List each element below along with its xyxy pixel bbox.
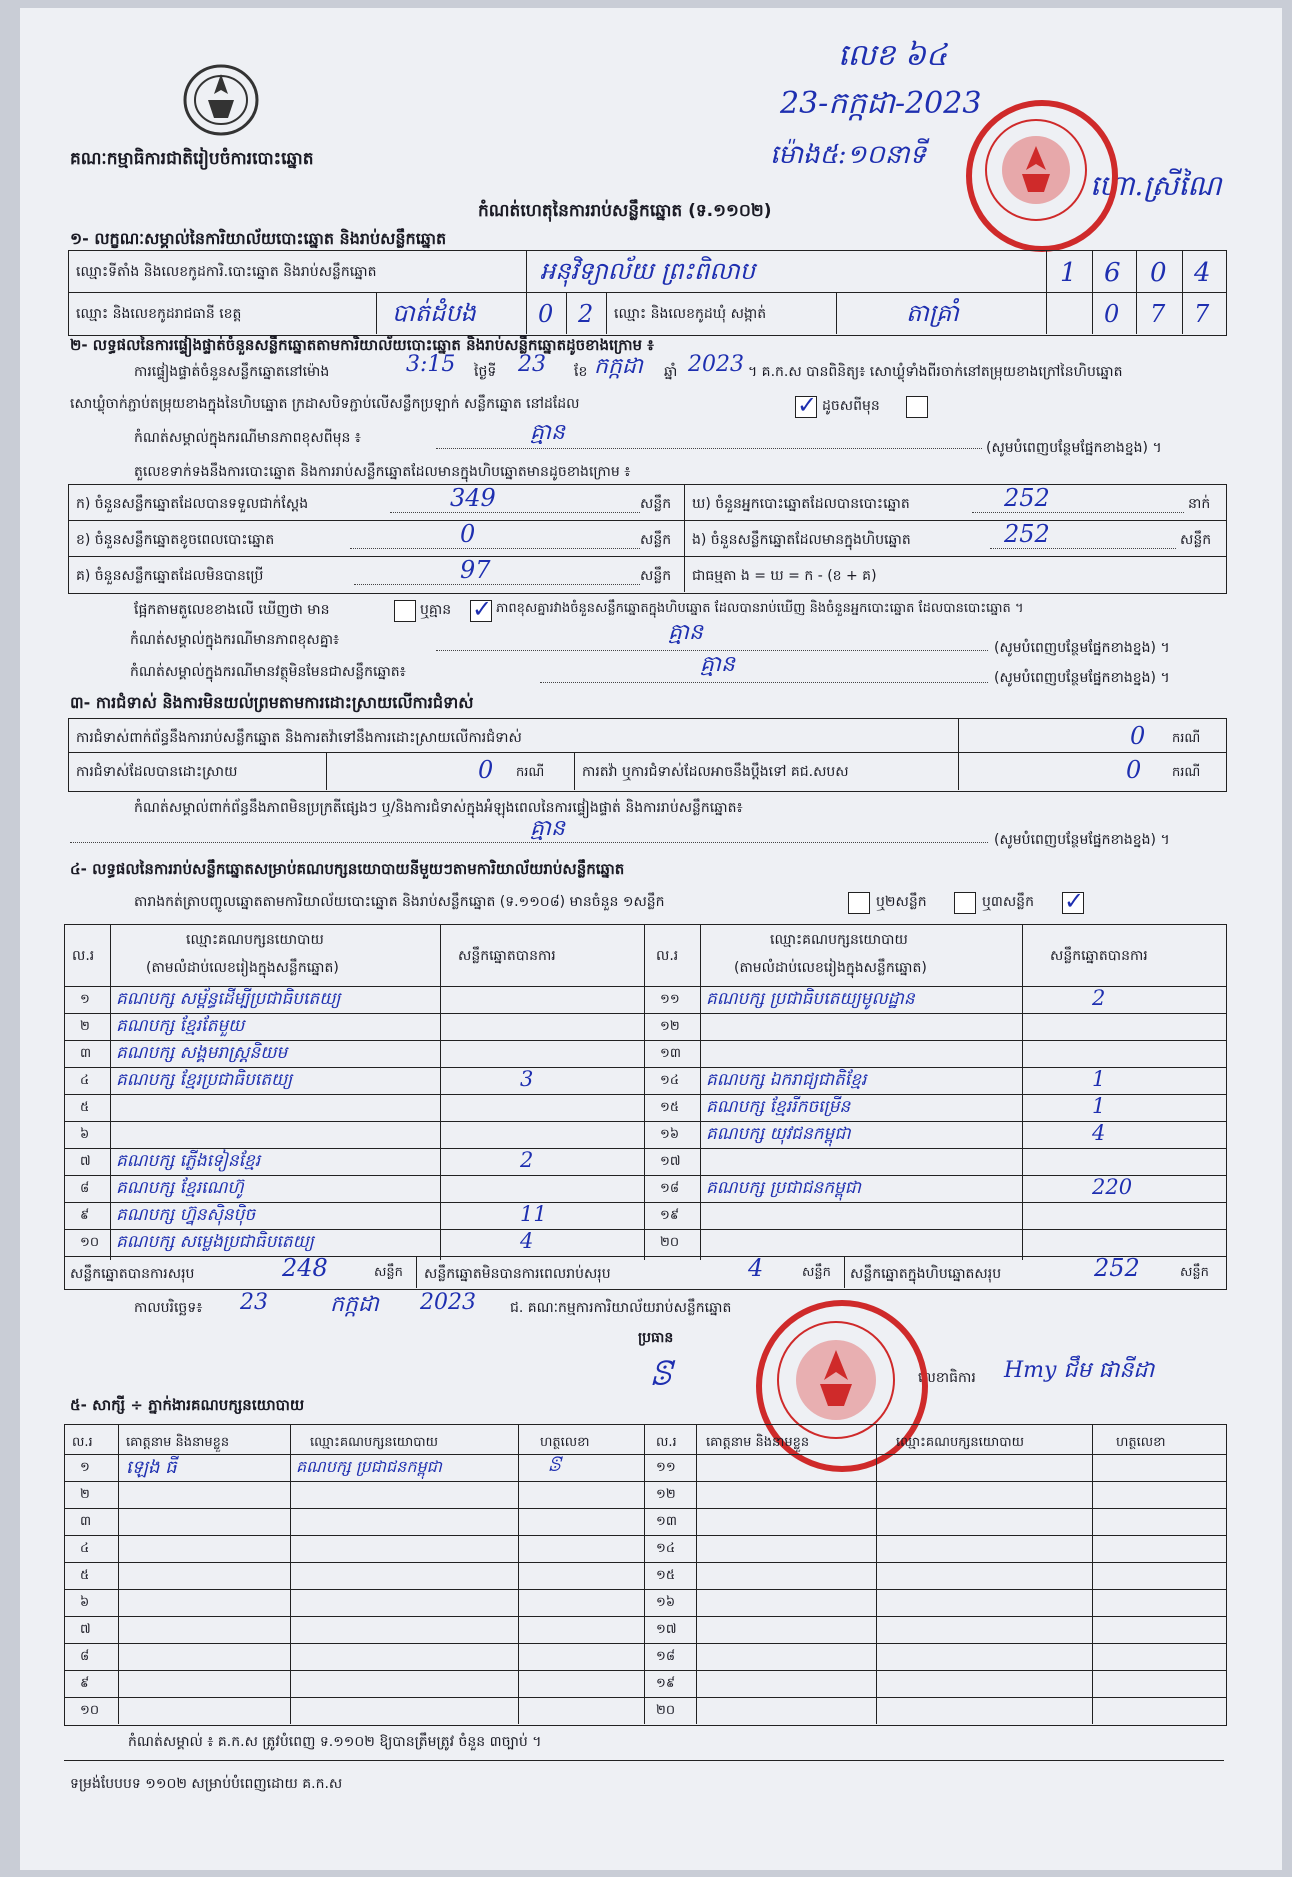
result-no: ៥ (80, 1100, 90, 1115)
result-votes: 2 (1092, 986, 1106, 1010)
hw-receiver-name: ហោ.ស្រីណៃ (1090, 169, 1222, 202)
s1-province-code-1: 0 (538, 300, 554, 328)
wit-head-sig-left: ហត្ថលេខា (540, 1435, 590, 1450)
s2-month: កក្កដា (594, 354, 643, 379)
org-name: គណៈកម្មាធិការជាតិរៀបចំការបោះឆ្នោត (70, 149, 314, 169)
s2-p7-dots (540, 682, 988, 683)
result-party: គណបក្ស ខ្មែររីកចម្រើន (706, 1097, 851, 1117)
s1-commune-value: តាគ្រាំ (906, 299, 959, 327)
witness-no: ៥ (80, 1568, 90, 1583)
s1-location-value: អនុវិទ្យាល័យ ព្រះពិលាប (540, 257, 755, 285)
s1-col-divider-2 (1046, 250, 1047, 334)
res-col-party-left: ឈ្មោះគណបក្សនយោបាយ (186, 932, 324, 948)
results-row-line (64, 1067, 1226, 1068)
form-note: ទម្រង់បែបបទ ១១០២ សម្រាប់បំពេញដោយ គ.ក.ស (70, 1776, 343, 1792)
s2-p7: កំណត់សម្គាល់ក្នុងករណីមានវត្ថុមិនមែនជាសន្លឹកឆ្នោត៖ (130, 664, 406, 680)
three-sheets-checkbox[interactable] (1062, 892, 1084, 914)
witness-no: ២០ (656, 1703, 676, 1718)
witness-table (64, 1424, 1227, 1726)
committee-label: ជ. គណៈកម្មការការិយាល័យរាប់សន្លឹកឆ្នោត (510, 1300, 732, 1316)
fig-g-unit: សន្លឹក (640, 568, 672, 584)
results-row-line (64, 1202, 1226, 1203)
obj-r2-label: ការជំទាស់ដែលបានដោះស្រាយ (76, 764, 238, 780)
s2-p5b: ឬគ្មាន (420, 602, 452, 618)
s2-opt-same: ដូចសពីមុន (822, 398, 880, 414)
secretary-name: Hmy ជឹម ផានីដា (1004, 1358, 1155, 1383)
result-no: ៩ (80, 1208, 90, 1223)
fig-kh-value: 0 (460, 520, 476, 548)
fig-kh-label: ខ) ចំនួនសន្លឹកឆ្នោតខូចពេលបោះឆ្នោត (76, 532, 275, 548)
results-row-line (64, 1148, 1226, 1149)
witness-no: ១៨ (656, 1649, 676, 1664)
s1-location-code-2: 6 (1104, 258, 1121, 288)
hw-receipt-number: លេខ ៦៤ (838, 38, 948, 73)
witness-row-line (64, 1454, 1226, 1455)
witness-no: ១៧ (656, 1622, 677, 1637)
witness-name: ឡេង ធី (126, 1457, 177, 1478)
result-party: គណបក្ស ឯករាជ្យជាតិខ្មែរ (706, 1070, 867, 1090)
total-invalid-label: សន្លឹកឆ្នោតមិនបានការពេលរាប់សរុប (424, 1266, 611, 1282)
section-3-title: ៣- ការជំទាស់ និងការមិនយល់ព្រមតាមការដោះស្រាយលើការជំទាស់ (70, 693, 474, 712)
res-col-no-right: ល.រ (656, 948, 679, 964)
result-no: ១២ (660, 1019, 680, 1034)
witness-no: ១៣ (656, 1514, 677, 1529)
s2-p2: សោឃ្លុំចាក់ភ្ជាប់តម្រុយខាងក្នុងនៃហិបឆ្នោត ក្រដាសបិទភ្ជាប់លើសន្លឹកប្រឡាក់ សន្លឹកឆ្នោត នៅដដែល (70, 396, 580, 412)
hw-receipt-time: ម៉ោង៥:១០នាទី (770, 140, 927, 170)
obj-col-1 (958, 718, 959, 790)
total-box-unit: សន្លឹក (1180, 1265, 1209, 1280)
result-no: ២០ (660, 1235, 680, 1250)
result-no: ១៣ (660, 1046, 681, 1061)
res-col-l1 (110, 924, 111, 1260)
result-no: ១ (80, 992, 90, 1007)
result-votes: 4 (1092, 1121, 1106, 1145)
fig-ng-unit: សន្លឹក (1180, 532, 1212, 548)
two-sheets-checkbox[interactable] (848, 892, 870, 914)
result-votes: 1 (1092, 1067, 1106, 1091)
wit-col-5 (696, 1424, 697, 1724)
obj-r2-value: 0 (478, 756, 494, 784)
no-difference-checkbox[interactable] (470, 600, 492, 622)
res-head-line (64, 986, 1226, 987)
fig-row-2 (68, 556, 1226, 557)
s2-p1a: ការផ្ទៀងផ្ទាត់ចំនួនសន្លឹកឆ្នោតនៅម៉ោង (134, 364, 330, 380)
wit-head-name-right: គោត្តនាម និងនាមខ្លួន (706, 1435, 810, 1450)
result-no: ១០ (80, 1235, 100, 1250)
wit-col-2 (290, 1424, 291, 1724)
date-year: 2023 (420, 1290, 476, 1315)
total-valid-value: 248 (282, 1254, 328, 1282)
obj-r2-unit: ករណី (516, 765, 545, 780)
hw-receipt-date: 23-កក្កដា-2023 (780, 86, 982, 121)
s2-time: 3:15 (406, 352, 456, 377)
obj-r1-label: ការជំទាស់ពាក់ព័ន្ធនឹងការរាប់សន្លឹកឆ្នោត និងការតវ៉ាទៅនឹងការដោះស្រាយលើការជំទាស់ (76, 730, 522, 746)
s2-day: 23 (518, 352, 546, 377)
witness-no: ៤ (80, 1541, 90, 1556)
result-no: ១១ (660, 992, 680, 1007)
witness-party: គណបក្ស ប្រជាជនកម្ពុជា (296, 1457, 442, 1476)
s1-r2-divider-b (526, 292, 527, 334)
witness-no: ៩ (80, 1676, 90, 1691)
s1-col-divider-3 (1092, 250, 1093, 334)
wit-head-sig-right: ហត្ថលេខា (1116, 1435, 1166, 1450)
section-5-title: ៥- សាក្សី ÷ ភ្នាក់ងារគណបក្សនយោបាយ (70, 1396, 305, 1414)
fig-g-value: 97 (460, 556, 491, 584)
s2-p1d: ឆ្នាំ (664, 364, 678, 380)
s2-note-3: (សូមបំពេញបន្ថែមផ្នែកខាងខ្នង) ។ (994, 670, 1170, 686)
obj-row (68, 752, 1226, 753)
witness-no: ៧ (80, 1622, 91, 1637)
fig-g-dots (354, 584, 640, 585)
res-col-l2 (440, 924, 441, 1260)
s2-note-2: (សូមបំពេញបន្ថែមផ្នែកខាងខ្នង) ។ (994, 640, 1170, 656)
s1-r2-divider-d (606, 292, 607, 334)
res-col-r1 (700, 924, 701, 1260)
result-party: គណបក្ស ខ្មែរតែមួយ (116, 1016, 245, 1036)
s2-p3-dots (436, 448, 982, 449)
fig-gh-value: 252 (1004, 484, 1050, 512)
fig-gh-unit: នាក់ (1188, 496, 1211, 512)
witness-no: ១ (80, 1460, 90, 1475)
date-label: កាលបរិច្ឆេទ៖ (134, 1300, 203, 1316)
result-no: ១៩ (660, 1208, 680, 1223)
result-votes: 3 (520, 1067, 534, 1091)
chair-label: ប្រធាន (638, 1330, 674, 1346)
witness-row-line (64, 1481, 1226, 1482)
fig-k-label: ក) ចំនួនសន្លឹកឆ្នោតដែលបានទទួលជាក់ស្តែង (76, 496, 309, 512)
s1-location-label: ឈ្មោះទីតាំង និងលេខកូដការិ.បោះឆ្នោត និងរាប់សន្លឹកឆ្នោត (76, 264, 377, 280)
witness-no: ៨ (80, 1649, 90, 1664)
witness-no: ១៩ (656, 1676, 676, 1691)
total-box-label: សន្លឹកឆ្នោតក្នុងហិបឆ្នោតសរុប (850, 1266, 1002, 1282)
witness-row-line (64, 1562, 1226, 1563)
res-col-votes-right: សន្លឹកឆ្នោតបានការ (1050, 948, 1148, 964)
witness-no: ១១ (656, 1460, 676, 1475)
obj-r3-label: ការតវ៉ា ឬការជំទាស់ដែលអាចនឹងប្តឹងទៅ គជ.សបស (582, 764, 849, 780)
result-no: ១៧ (660, 1154, 681, 1169)
result-votes: 220 (1092, 1175, 1133, 1199)
total-valid-label: សន្លឹកឆ្នោតបានការសរុប (70, 1266, 195, 1282)
fig-ng-value: 252 (1004, 520, 1050, 548)
wit-head-name-left: គោត្តនាម និងនាមខ្លួន (126, 1435, 230, 1450)
witness-row-line (64, 1616, 1226, 1617)
witness-row-line (64, 1643, 1226, 1644)
obj-r3-unit: ករណី (1172, 765, 1201, 780)
result-party: គណបក្ស ប្រជាធិបតេយ្យមូលដ្ឋាន (706, 989, 915, 1009)
different-checkbox[interactable] (906, 396, 928, 418)
wit-col-6 (876, 1424, 877, 1724)
fig-kh-unit: សន្លឹក (640, 532, 672, 548)
result-no: ៧ (80, 1154, 91, 1169)
res-col-party-sub-left: (តាមលំដាប់លេខរៀងក្នុងសន្លឹកឆ្នោត) (146, 960, 339, 976)
s2-p4: តួលេខទាក់ទងនឹងការបោះឆ្នោត និងការរាប់សន្លឹកឆ្នោតដែលមានក្នុងហិបឆ្នោតមានដូចខាងក្រោម ៖ (134, 464, 631, 480)
s1-province-value: បាត់ដំបង (392, 299, 476, 327)
s1-r2-divider-a (376, 292, 377, 334)
wit-col-7 (1092, 1424, 1093, 1724)
s2-p3: កំណត់សម្គាល់ក្នុងករណីមានភាពខុសពីមុន ៖ (134, 430, 361, 446)
s2-p6: កំណត់សម្គាល់ក្នុងករណីមានភាពខុសគ្នា៖ (130, 632, 340, 648)
s1-row-divider (68, 292, 1226, 293)
fig-k-value: 349 (450, 484, 496, 512)
date-day: 23 (240, 1290, 268, 1315)
national-emblem-icon (178, 60, 264, 138)
results-row-line (64, 1094, 1226, 1095)
chair-signature: ꕷ (650, 1354, 672, 1394)
total-invalid-unit: សន្លឹក (802, 1265, 831, 1280)
witness-signature: ꕷ (548, 1452, 561, 1476)
witness-no: ១៥ (656, 1568, 676, 1583)
page-title: កំណត់ហេតុនៃការរាប់សន្លឹកឆ្នោត (ទ.១១០២) (478, 201, 772, 221)
res-col-party-sub-right: (តាមលំដាប់លេខរៀងក្នុងសន្លឹកឆ្នោត) (734, 960, 927, 976)
res-total-line (64, 1256, 1226, 1257)
res-col-no-left: ល.រ (72, 948, 95, 964)
witness-row-line (64, 1508, 1226, 1509)
s2-p3-hw: គ្មាន (530, 420, 565, 445)
s1-location-code-1: 1 (1060, 258, 1077, 288)
result-votes: 4 (520, 1229, 534, 1253)
fig-row-1 (68, 520, 1226, 521)
result-party: គណបក្ស ហ្វ៊ុនស៊ិនប៉ិច (116, 1205, 256, 1225)
fig-col-mid (684, 484, 685, 592)
result-votes: 11 (520, 1202, 547, 1226)
s2-p1e: ។ គ.ក.ស បានពិនិត្យ៖ សោឃ្លុំទាំងពីរចាក់នៅតម្រុយខាងក្រៅនៃហិបឆ្នោត (748, 364, 1123, 380)
wit-head-no-right: ល.រ (656, 1435, 677, 1450)
three-sheets-checkbox-a[interactable] (954, 892, 976, 914)
total-box-value: 252 (1094, 1254, 1140, 1282)
wit-col-3 (518, 1424, 519, 1724)
result-party: គណបក្ស សង្គមរាស្ត្រនិយម (116, 1043, 288, 1063)
s1-commune-code-3: 7 (1194, 300, 1210, 328)
s3-p1: កំណត់សម្គាល់ពាក់ព័ន្ធនឹងភាពមិនប្រក្រតីផ្សេងៗ ឬ/និងការជំទាស់ក្នុងអំឡុងពេលនៃការផ្ទៀងផ្ទាត់ និងការរាប់សន្លឹកឆ្នោត៖ (134, 800, 743, 816)
results-row-line (64, 1013, 1226, 1014)
wit-head-no-left: ល.រ (72, 1435, 93, 1450)
res-col-r2 (1022, 924, 1023, 1260)
section-1-title: ១- លក្ខណៈសម្គាល់នៃការិយាល័យបោះឆ្នោត និងរាប់សន្លឹកឆ្នោត (70, 229, 447, 248)
res-col-party-right: ឈ្មោះគណបក្សនយោបាយ (770, 932, 908, 948)
witness-no: ១០ (80, 1703, 100, 1718)
fig-formula: ជាធម្មតា ង = ឃ = ក - (ខ + គ) (692, 568, 877, 584)
s1-col-divider-4 (1136, 250, 1137, 334)
has-difference-checkbox[interactable] (394, 600, 416, 622)
fig-k-dots (390, 512, 640, 513)
wit-head-party-right: ឈ្មោះគណបក្សនយោបាយ (896, 1435, 1024, 1450)
results-row-line (64, 1229, 1226, 1230)
witness-no: ៣ (80, 1514, 92, 1529)
fig-g-label: គ) ចំនួនសន្លឹកឆ្នោតដែលមិនបានប្រើ (76, 568, 264, 584)
s3-note: (សូមបំពេញបន្ថែមផ្នែកខាងខ្នង) ។ (994, 832, 1170, 848)
date-month: កក្កដា (330, 1292, 379, 1317)
fig-gh-label: ឃ) ចំនួនអ្នកបោះឆ្នោតដែលបានបោះឆ្នោត (692, 496, 910, 512)
s2-p1c: ខែ (574, 364, 588, 380)
s4-p1: តារាងកត់ត្រាបញ្ចូលឆ្នោតតាមការិយាល័យបោះឆ្នោត និងរាប់សន្លឹកឆ្នោត (ទ.១១០៨) មានចំនួន ១សន្លឹក (134, 894, 665, 910)
result-no: ១៦ (660, 1127, 680, 1142)
same-as-before-checkbox[interactable] (795, 396, 817, 418)
obj-col-2 (326, 752, 327, 790)
s1-col-divider (526, 250, 527, 292)
witness-no: ៦ (80, 1595, 90, 1610)
result-no: ២ (80, 1019, 90, 1034)
wit-head-party-left: ឈ្មោះគណបក្សនយោបាយ (310, 1435, 438, 1450)
result-party: គណបក្ស ប្រជាជនកម្ពុជា (706, 1178, 861, 1198)
s3-p1-dots (70, 842, 988, 843)
section-4-title: ៤- លទ្ធផលនៃការរាប់សន្លឹកឆ្នោតសម្រាប់គណបក្សនយោបាយនីមួយៗតាមការិយាល័យរាប់សន្លឹកឆ្នោត (70, 860, 625, 878)
s1-location-code-4: 4 (1194, 258, 1211, 288)
result-no: ៤ (80, 1073, 90, 1088)
s3-p1-hw: គ្មាន (530, 816, 565, 841)
result-no: ១៤ (660, 1073, 680, 1088)
s2-p5a: ផ្អែកតាមតួលេខខាងលើ ឃើញថា មាន (134, 602, 330, 618)
secretary-label: លេខាធិការ (918, 1370, 976, 1386)
results-row-line (64, 1040, 1226, 1041)
result-party: គណបក្ស សម្ព័ន្ធដើម្បីប្រជាធិបតេយ្យ (116, 989, 341, 1009)
obj-r1-value: 0 (1130, 722, 1146, 750)
s4-opt3: ឬ៣សន្លឹក (982, 894, 1034, 910)
section-2-title: ២- លទ្ធផលនៃការផ្ទៀងផ្ទាត់ចំនួនសន្លឹកឆ្នោតតាមការិយាល័យបោះឆ្នោត និងរាប់សន្លឹកឆ្នោតដូចខាងក្រោម ៖ (70, 336, 654, 354)
s4-opt2: ឬ២សន្លឹក (876, 894, 927, 910)
result-no: ១៥ (660, 1100, 680, 1115)
witness-row-line (64, 1589, 1226, 1590)
obj-col-3 (574, 752, 575, 790)
obj-r3-value: 0 (1126, 756, 1142, 784)
wit-col-1 (118, 1424, 119, 1724)
witness-no: ១៦ (656, 1595, 676, 1610)
res-total-div-1 (416, 1256, 417, 1288)
footnote: កំណត់សម្គាល់ ៖ គ.ក.ស ត្រូវបំពេញ ទ.១១០២ ឱ្យបានត្រឹមត្រូវ ចំនួន ៣ច្បាប់ ។ (128, 1734, 542, 1750)
s2-p6-hw: គ្មាន (668, 620, 703, 645)
obj-r1-unit: ករណី (1172, 731, 1201, 746)
result-party: គណបក្ស ខ្មែរប្រជាធិបតេយ្យ (116, 1070, 293, 1090)
results-row-line (64, 1121, 1226, 1122)
results-row-line (64, 1175, 1226, 1176)
witness-no: ២ (80, 1487, 90, 1502)
s1-r2-divider-c (566, 292, 567, 334)
result-no: ១៨ (660, 1181, 680, 1196)
witness-no: ១៤ (656, 1541, 676, 1556)
res-col-mid (644, 924, 645, 1260)
s2-p5c: ភាពខុសគ្នារវាងចំនួនសន្លឹកឆ្នោតក្នុងហិបឆ្នោត ដែលបានរាប់ឃើញ និងចំនួនអ្នកបោះឆ្នោត ដែលបានបោះឆ្នោត ។ (496, 601, 1024, 616)
witness-row-line (64, 1670, 1226, 1671)
res-col-votes-left: សន្លឹកឆ្នោតបានការ (458, 948, 556, 964)
s1-location-code-3: 0 (1150, 258, 1167, 288)
fig-ng-label: ង) ចំនួនសន្លឹកឆ្នោតដែលមានក្នុងហិបឆ្នោត (692, 532, 911, 548)
s1-commune-code-1: 0 (1104, 300, 1120, 328)
total-invalid-value: 4 (748, 1254, 764, 1282)
fig-kh-dots (350, 548, 640, 549)
result-party: គណបក្ស សម្លេងប្រជាធិបតេយ្យ (116, 1232, 314, 1252)
res-total-div-2 (844, 1256, 845, 1288)
result-votes: 1 (1092, 1094, 1106, 1118)
s2-note-1: (សូមបំពេញបន្ថែមផ្នែកខាងខ្នង) ។ (986, 440, 1162, 456)
s1-commune-label: ឈ្មោះ និងលេខកូដឃុំ សង្កាត់ (614, 306, 767, 322)
s1-province-code-2: 2 (578, 300, 594, 328)
s2-p1b: ថ្ងៃទី (474, 364, 497, 380)
official-stamp-top (966, 100, 1118, 252)
witness-no: ១២ (656, 1487, 676, 1502)
s1-r2-divider-e (836, 292, 837, 334)
result-no: ៣ (80, 1046, 92, 1061)
s1-col-divider-5 (1182, 250, 1183, 334)
total-valid-unit: សន្លឹក (374, 1265, 403, 1280)
witness-row-line (64, 1697, 1226, 1698)
witness-row-line (64, 1535, 1226, 1536)
footer-line (64, 1760, 1224, 1761)
result-no: ៨ (80, 1181, 90, 1196)
result-party: គណបក្ស យុវជនកម្ពុជា (706, 1124, 851, 1144)
fig-ng-dots (990, 548, 1176, 549)
s1-commune-code-2: 7 (1150, 300, 1166, 328)
fig-gh-dots (972, 512, 1184, 513)
s2-p7-hw: គ្មាន (700, 652, 735, 677)
s2-year: 2023 (688, 352, 744, 377)
result-party: គណបក្ស ខ្មែរណេហ៊ូ (116, 1178, 244, 1198)
result-party: គណបក្ស ភ្លើងទៀនខ្មែរ (116, 1151, 261, 1171)
result-votes: 2 (520, 1148, 534, 1172)
fig-k-unit: សន្លឹក (640, 496, 672, 512)
result-no: ៦ (80, 1127, 90, 1142)
wit-col-4 (644, 1424, 645, 1724)
s1-province-label: ឈ្មោះ និងលេខកូដរាជធានី ខេត្ត (76, 306, 242, 322)
